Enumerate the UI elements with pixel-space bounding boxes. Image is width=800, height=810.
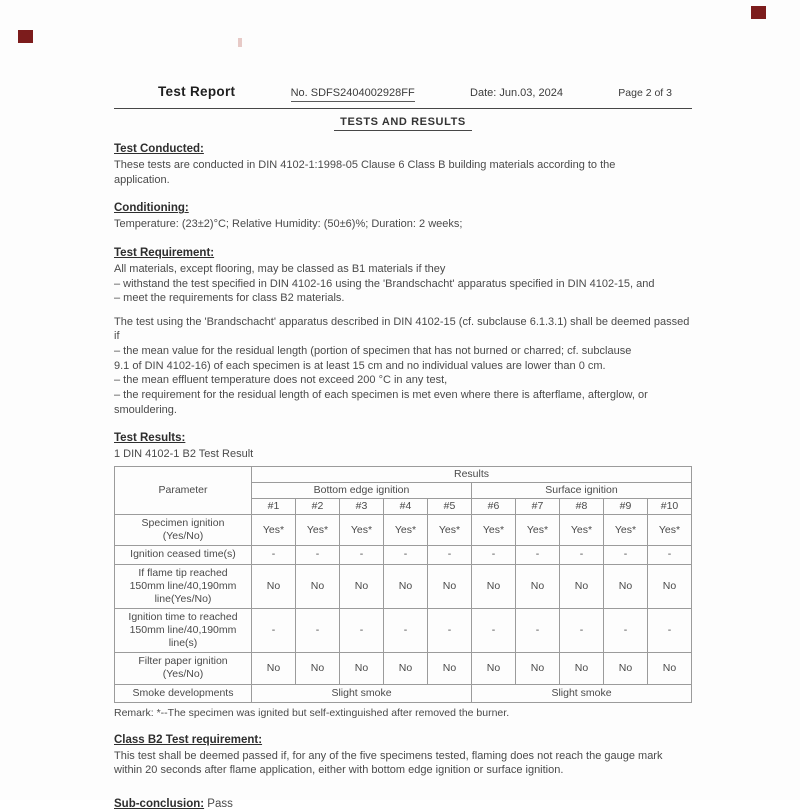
table-cell: No <box>604 564 648 608</box>
table-cell: - <box>340 546 384 564</box>
table-cell: No <box>604 653 648 684</box>
table-cell: Yes* <box>604 515 648 546</box>
corner-mark <box>18 30 33 43</box>
table-cell: - <box>296 546 340 564</box>
table-cell: - <box>252 546 296 564</box>
body-test-conducted: These tests are conducted in DIN 4102-1:1998-05 Clause 6 Class B building materials according to the application. <box>114 159 616 186</box>
table-cell: - <box>648 546 692 564</box>
table-row <box>115 515 692 546</box>
column-header: #10 <box>648 499 692 515</box>
table-cell: Yes* <box>252 515 296 546</box>
table-row <box>115 564 692 608</box>
column-header: #8 <box>560 499 604 515</box>
table-cell: No <box>560 653 604 684</box>
group-header-bottom-edge: Bottom edge ignition <box>252 482 472 498</box>
table-cell: No <box>384 564 428 608</box>
column-header: #4 <box>384 499 428 515</box>
sub-conclusion-value: Pass <box>204 797 233 810</box>
report-date: Date: Jun.03, 2024 <box>470 87 563 99</box>
report-title: Test Report <box>158 84 236 99</box>
column-header: #9 <box>604 499 648 515</box>
sub-conclusion <box>114 798 692 810</box>
table-cell: Yes* <box>340 515 384 546</box>
row-parameter: Ignition time to reached 150mm line/40,190mm line(s) <box>115 608 252 652</box>
body-class-b2: This test shall be deemed passed if, for any of the five specimens tested, flaming does not reach the gauge mark within 20 seconds after flame application, either with bottom edge ignition or surface ignition. <box>114 749 663 777</box>
sub-conclusion-label: Sub-conclusion: <box>114 797 205 810</box>
table-cell: Yes* <box>648 515 692 546</box>
table-cell: - <box>428 608 472 652</box>
table-cell: No <box>648 653 692 684</box>
table-cell: - <box>604 546 648 564</box>
column-header: #7 <box>516 499 560 515</box>
body-conditioning: Temperature: (23±2)°C; Relative Humidity: (50±6)%; Duration: 2 weeks; <box>114 218 463 231</box>
heading-conditioning: Conditioning: <box>114 202 189 215</box>
results-table <box>114 466 692 703</box>
table-header-row-results <box>115 466 692 482</box>
body-test-requirement-2: The test using the 'Brandschacht' apparatus described in DIN 4102-15 (cf. subclause 6.1.3.1) shall be deemed passed if – the mean value for the residual length (portion of specimen that has not burned or charred; cf. subclause 9.1 of DIN 4102-16) of each specimen is at least 15 cm and no individual values are lower than 0 cm. – the mean effluent temperature does not exceed 200 °C in any test, – the requirement for the residual length of each specimen is met even where there is afterflame, afterglow, or smouldering. <box>114 315 690 416</box>
table-cell: No <box>252 653 296 684</box>
table-cell: Yes* <box>296 515 340 546</box>
heading-test-conducted: Test Conducted: <box>114 143 204 155</box>
table-cell: - <box>472 546 516 564</box>
table-cell: Yes* <box>472 515 516 546</box>
document-content <box>114 84 692 810</box>
row-parameter: Ignition ceased time(s) <box>115 546 252 564</box>
section-banner <box>114 116 692 128</box>
table-cell: - <box>472 608 516 652</box>
table-cell: Slight smoke <box>252 684 472 702</box>
table-cell: No <box>428 564 472 608</box>
table-cell: No <box>428 653 472 684</box>
table-cell: - <box>384 608 428 652</box>
table-cell: - <box>516 546 560 564</box>
group-header-surface: Surface ignition <box>472 482 692 498</box>
table-cell: No <box>296 653 340 684</box>
body-test-requirement-1: All materials, except flooring, may be classed as B1 materials if they – withstand the test specified in DIN 4102-16 using the 'Brandschacht' apparatus specified in DIN 4102-15, and – meet the requirements for class B2 materials. <box>114 262 655 305</box>
row-parameter: If flame tip reached 150mm line/40,190mm line(Yes/No) <box>115 564 252 608</box>
header-divider <box>114 108 692 109</box>
table-cell: - <box>428 546 472 564</box>
results-table-body <box>115 515 692 703</box>
row-parameter: Filter paper ignition (Yes/No) <box>115 653 252 684</box>
table-cell: No <box>472 653 516 684</box>
table-cell: Yes* <box>560 515 604 546</box>
column-header: #1 <box>252 499 296 515</box>
table-cell: Yes* <box>428 515 472 546</box>
table-cell: No <box>648 564 692 608</box>
table-cell: - <box>340 608 384 652</box>
document-header <box>114 84 692 102</box>
table-cell: - <box>560 546 604 564</box>
table-cell: No <box>340 564 384 608</box>
table-cell: No <box>560 564 604 608</box>
table-cell: - <box>252 608 296 652</box>
table-cell: No <box>472 564 516 608</box>
column-header: #6 <box>472 499 516 515</box>
heading-class-b2: Class B2 Test requirement: <box>114 733 263 746</box>
table-remark: Remark: *--The specimen was ignited but self-extinguished after removed the burner. <box>114 706 510 719</box>
table-row <box>115 608 692 652</box>
row-parameter: Specimen ignition (Yes/No) <box>115 515 252 546</box>
corner-mark <box>751 6 766 19</box>
heading-test-requirement: Test Requirement: <box>114 246 215 259</box>
table-cell: No <box>252 564 296 608</box>
results-header: Results <box>252 466 692 482</box>
table-cell: - <box>604 608 648 652</box>
parameter-header: Parameter <box>115 466 252 514</box>
report-number: No. SDFS2404002928FF <box>291 87 415 102</box>
heading-test-results: Test Results: <box>114 432 186 445</box>
scan-artifact <box>238 38 242 47</box>
column-header: #3 <box>340 499 384 515</box>
table-cell: - <box>384 546 428 564</box>
table-cell: - <box>648 608 692 652</box>
page-number: Page 2 of 3 <box>618 87 672 99</box>
table-cell: No <box>516 564 560 608</box>
row-parameter: Smoke developments <box>115 684 252 702</box>
table-row <box>115 546 692 564</box>
test-results-subtitle: 1 DIN 4102-1 B2 Test Result <box>114 448 254 461</box>
table-cell: Yes* <box>516 515 560 546</box>
table-cell: No <box>516 653 560 684</box>
table-cell: - <box>560 608 604 652</box>
table-cell: Slight smoke <box>472 684 692 702</box>
table-cell: No <box>296 564 340 608</box>
column-header: #2 <box>296 499 340 515</box>
section-banner-text: TESTS AND RESULTS <box>334 116 472 131</box>
table-cell: Yes* <box>384 515 428 546</box>
table-cell: - <box>516 608 560 652</box>
table-cell: No <box>384 653 428 684</box>
column-header: #5 <box>428 499 472 515</box>
table-cell: No <box>340 653 384 684</box>
table-cell: - <box>296 608 340 652</box>
table-row <box>115 684 692 702</box>
table-row <box>115 653 692 684</box>
